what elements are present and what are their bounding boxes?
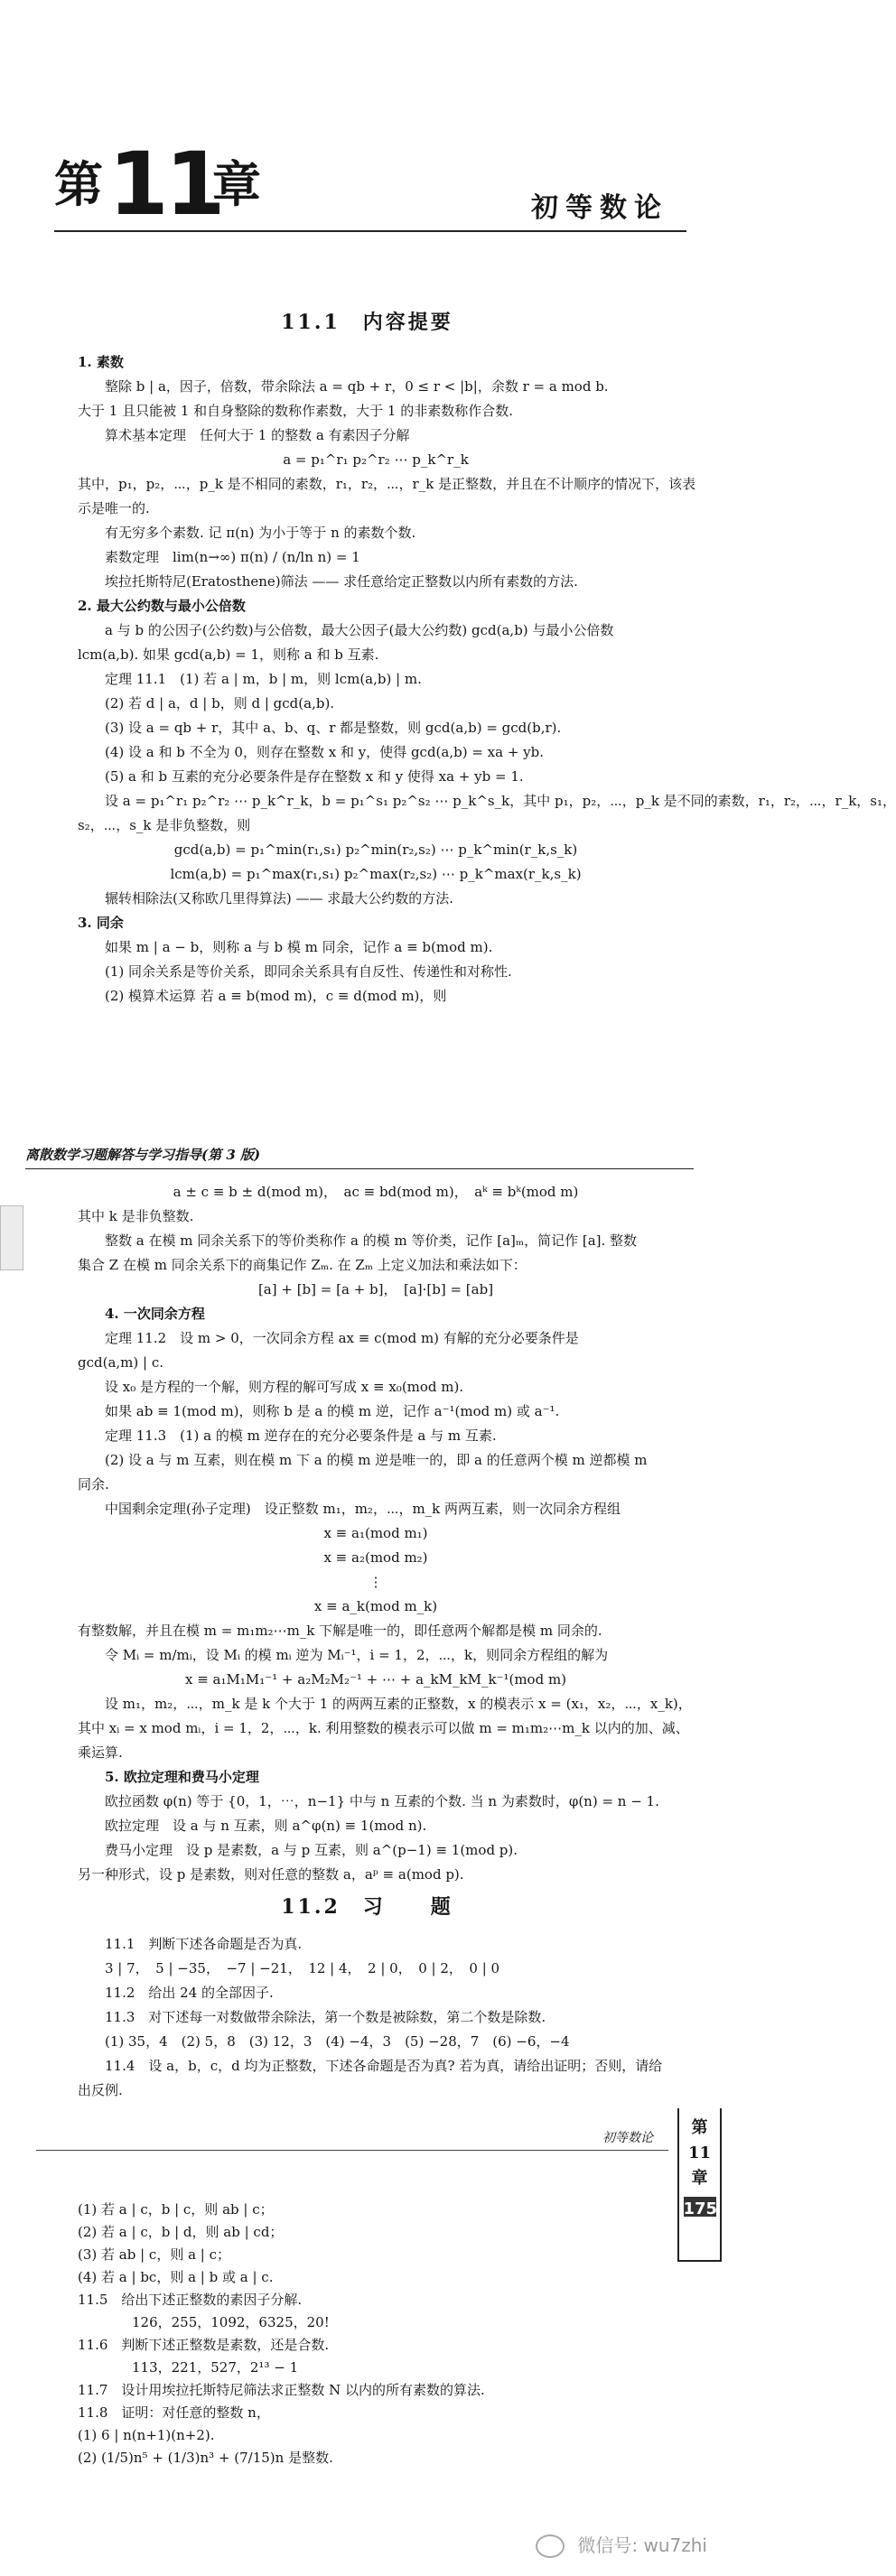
text-line: (2) (1/5)n⁵ + (1/3)n³ + (7/15)n 是整数. [78,2450,333,2466]
text-line: 其中，p₁，p₂，⋯，p_k 是不相同的素数，r₁，r₂，⋯，r_k 是正整数，并且在不计顺序的情况下，该表 [78,476,696,492]
text-line: 设 x₀ 是方程的一个解，则方程的解可写成 x ≡ x₀(mod m). [105,1379,464,1395]
text-line: 126，255，1092，6325，20! [132,2314,330,2330]
chapter-thumb-tab [677,2108,722,2262]
tab-di: 第 [691,2118,708,2137]
page-1 [0,0,896,1124]
text-line: 乘运算. [78,1744,123,1761]
text-line: 定理 11.3 (1) a 的模 m 逆存在的充分必要条件是 a 与 m 互素. [105,1427,497,1444]
text-line: 集合 Z 在模 m 同余关系下的商集记作 Zₘ. 在 Zₘ 上定义加法和乘法如下： [78,1257,527,1273]
text-line: 定理 11.1 (1) 若 a | m，b | m，则 lcm(a,b) | m. [105,671,422,687]
text-line: s₂，⋯，s_k 是非负整数，则 [78,817,251,833]
text-line: (5) a 和 b 互素的充分必要条件是存在整数 x 和 y 使得 xa + yb = 1. [105,768,524,785]
text-line: (2) 若 a | c，b | d，则 ab | cd； [78,2224,284,2240]
text-line: 11.1 判断下述各命题是否为真. [105,1936,303,1952]
running-header-right: 初等数论 [602,2131,653,2145]
wechat-watermark [536,2531,707,2559]
section-title-11-2: 11.2 习 题 [281,1895,453,1919]
text-line: (4) 若 a | bc，则 a | b 或 a | c. [78,2269,274,2285]
page-2 [0,1124,734,2108]
text-line: 113，221，527，2¹³ − 1 [132,2359,299,2376]
text-line: 算术基本定理 任何大于 1 的整数 a 有素因子分解 [105,427,410,443]
text-line: 3. 同余 [78,915,124,931]
text-line: 欧拉函数 φ(n) 等于 {0，1，⋯，n−1} 中与 n 互素的个数. 当 n 为素数时，φ(n) = n − 1. [105,1793,659,1809]
text-line: 11.8 证明：对任意的整数 n， [78,2404,270,2421]
text-line: 辗转相除法(又称欧几里得算法) —— 求最大公约数的方法. [105,890,454,907]
header-rule-3 [36,2150,668,2151]
text-line: [a] + [b] = [a + b]， [a]·[b] = [ab] [257,1281,494,1297]
text-line: (4) 设 a 和 b 不全为 0，则存在整数 x 和 y，使得 gcd(a,b) = xa + yb. [105,744,545,760]
text-line: 同余. [78,1476,109,1493]
page-2-body [78,1180,692,1887]
text-line: lcm(a,b) = p₁^max(r₁,s₁) p₂^max(r₂,s₂) ⋯ p_k^max(r_k,s_k) [170,866,582,882]
text-line: (2) 模算术运算 若 a ≡ b(mod m)，c ≡ d(mod m)，则 [105,988,447,1004]
text-line: 11.6 判断下述正整数是素数，还是合数. [78,2337,330,2353]
text-line: 有整数解，并且在模 m = m₁m₂⋯m_k 下解是唯一的，即任意两个解都是模 m 同余的. [78,1623,602,1639]
chapter-heading [54,135,686,244]
text-line: 如果 ab ≡ 1(mod m)，则称 b 是 a 的模 m 逆，记作 a⁻¹(mod m) 或 a⁻¹. [105,1403,560,1419]
text-line: 其中 xᵢ = x mod mᵢ，i = 1，2，⋯，k. 利用整数的模表示可以做 m = m₁m₂⋯m_k 以内的加、减、 [78,1720,689,1736]
page-2-exercises [78,1932,674,2103]
text-line: 11.2 给出 24 的全部因子. [105,1985,274,2001]
page-3 [0,2108,734,2576]
text-line: 出反例. [78,2082,123,2098]
text-line: 费马小定理 设 p 是素数，a 与 p 互素，则 a^(p−1) ≡ 1(mod p). [105,1842,518,1858]
text-line: x ≡ a₁(mod m₁) [323,1525,428,1541]
running-header [25,1145,694,1170]
watermark-text: 微信号: wu7zhi [577,2534,707,2556]
text-line: 4. 一次同余方程 [105,1306,205,1322]
tab-number: 11 [687,2144,712,2162]
page-1-body [78,350,896,1009]
text-line: a 与 b 的公因子(公约数)与公倍数，最大公因子(最大公约数) gcd(a,b) 与最小公倍数 [105,622,614,638]
chapter-number: 11 [108,134,222,235]
text-line: 令 Mᵢ = m/mᵢ，设 Mᵢ 的模 mᵢ 逆为 Mᵢ⁻¹，i = 1，2，⋯，k，则同余方程组的解为 [105,1647,609,1663]
text-line: (2) 若 d | a，d | b，则 d | gcd(a,b). [105,695,335,711]
text-line: 5. 欧拉定理和费马小定理 [105,1769,259,1785]
page-number: 175 [684,2197,716,2217]
running-header-text: 离散数学习题解答与学习指导(第 3 版) [25,1147,261,1163]
text-line: (1) 同余关系是等价关系，即同余关系具有自反性、传递性和对称性. [105,963,512,980]
text-line: (1) 6 | n(n+1)(n+2). [78,2427,215,2443]
text-line: 素数定理 lim(n→∞) π(n) / (n/ln n) = 1 [105,549,360,565]
chapter-title: 初等数论 [531,192,668,224]
text-line: (3) 若 ab | c，则 a | c； [78,2246,231,2263]
text-line: x ≡ a₁M₁M₁⁻¹ + a₂M₂M₂⁻¹ + ⋯ + a_kM_kM_k⁻¹(mod m) [184,1671,567,1688]
text-line: 如果 m | a − b，则称 a 与 b 模 m 同余，记作 a ≡ b(mod m). [105,939,493,955]
text-line: 有无穷多个素数. 记 π(n) 为小于等于 n 的素数个数. [105,525,416,541]
text-line: (1) 35，4 (2) 5，8 (3) 12，3 (4) −4，3 (5) −28，7 (6) −6，−4 [105,2033,570,2050]
text-line: 1. 素数 [78,354,124,370]
text-line: 11.5 给出下述正整数的素因子分解. [78,2292,303,2308]
chapter-zhang: 章 [212,155,261,213]
section-title-11-1: 11.1 内容提要 [281,311,453,334]
text-line: 另一种形式，设 p 是素数，则对任意的整数 a，aᵖ ≡ a(mod p). [78,1866,464,1883]
text-line: x ≡ a₂(mod m₂) [323,1549,428,1566]
text-line: ⋮ [369,1574,383,1590]
text-line: 11.4 设 a，b，c，d 均为正整数，下述各命题是否为真? 若为真，请给出证明；否则，请给 [105,2058,663,2074]
text-line: a = p₁^r₁ p₂^r₂ ⋯ p_k^r_k [283,451,469,468]
text-line: 大于 1 且只能被 1 和自身整除的数称作素数，大于 1 的非素数称作合数. [78,403,514,419]
header-rule [25,1168,694,1169]
text-line: 示是唯一的. [78,500,150,516]
text-line: 欧拉定理 设 a 与 n 互素，则 a^φ(n) ≡ 1(mod n). [105,1818,427,1834]
text-line: lcm(a,b). 如果 gcd(a,b) = 1，则称 a 和 b 互素. [78,646,379,663]
page-3-body [78,2199,674,2469]
text-line: 定理 11.2 设 m > 0，一次同余方程 ax ≡ c(mod m) 有解的充分必要条件是 [105,1330,579,1346]
chapter-di: 第 [54,155,103,213]
tab-zhang: 章 [691,2169,708,2188]
text-line: 埃拉托斯特尼(Eratosthene)筛法 —— 求任意给定正整数以内所有素数的方法. [105,573,578,590]
text-line: 其中 k 是非负整数. [78,1208,194,1224]
side-tab [0,1205,23,1270]
text-line: x ≡ a_k(mod m_k) [313,1598,438,1614]
text-line: 中国剩余定理(孙子定理) 设正整数 m₁，m₂，⋯，m_k 两两互素，则一次同余方程组 [105,1501,621,1517]
text-line: 整数 a 在模 m 同余关系下的等价类称作 a 的模 m 等价类，记作 [a]ₘ，简记作 [a]. 整数 [105,1232,638,1249]
text-line: (2) 设 a 与 m 互素，则在模 m 下 a 的模 m 逆是唯一的，即 a 的任意两个模 m 逆都模 m [105,1452,648,1468]
text-line: a ± c ≡ b ± d(mod m)， ac ≡ bd(mod m)， aᵏ ≡ bᵏ(mod m) [173,1184,579,1200]
wechat-icon [536,2534,565,2558]
text-line: gcd(a,b) = p₁^min(r₁,s₁) p₂^min(r₂,s₂) ⋯ p_k^min(r_k,s_k) [173,842,578,858]
text-line: 设 a = p₁^r₁ p₂^r₂ ⋯ p_k^r_k，b = p₁^s₁ p₂^s₂ ⋯ p_k^s_k，其中 p₁，p₂，⋯，p_k 是不同的素数，r₁，r₂，⋯，r_k，s₁， [105,793,896,809]
text-line: 3 | 7， 5 | −35， −7 | −21， 12 | 4， 2 | 0， 0 | 2， 0 | 0 [105,1960,500,1976]
text-line: 11.3 对下述每一对数做带余除法，第一个数是被除数，第二个数是除数. [105,2009,546,2025]
text-line: (3) 设 a = qb + r，其中 a、b、q、r 都是整数，则 gcd(a,b) = gcd(b,r). [105,720,562,736]
text-line: 设 m₁，m₂，⋯，m_k 是 k 个大于 1 的两两互素的正整数，x 的模表示 x = (x₁，x₂，⋯，x_k)， [105,1696,692,1712]
text-line: 11.7 设计用埃拉托斯特尼筛法求正整数 N 以内的所有素数的算法. [78,2382,485,2398]
chapter-rule [54,230,686,232]
text-line: (1) 若 a | c，b | c，则 ab | c； [78,2201,274,2218]
text-line: gcd(a,m) | c. [78,1354,164,1371]
text-line: 2. 最大公约数与最小公倍数 [78,598,246,614]
text-line: 整除 b | a，因子，倍数，带余除法 a = qb + r，0 ≤ r < |b|，余数 r = a mod b. [105,378,609,395]
